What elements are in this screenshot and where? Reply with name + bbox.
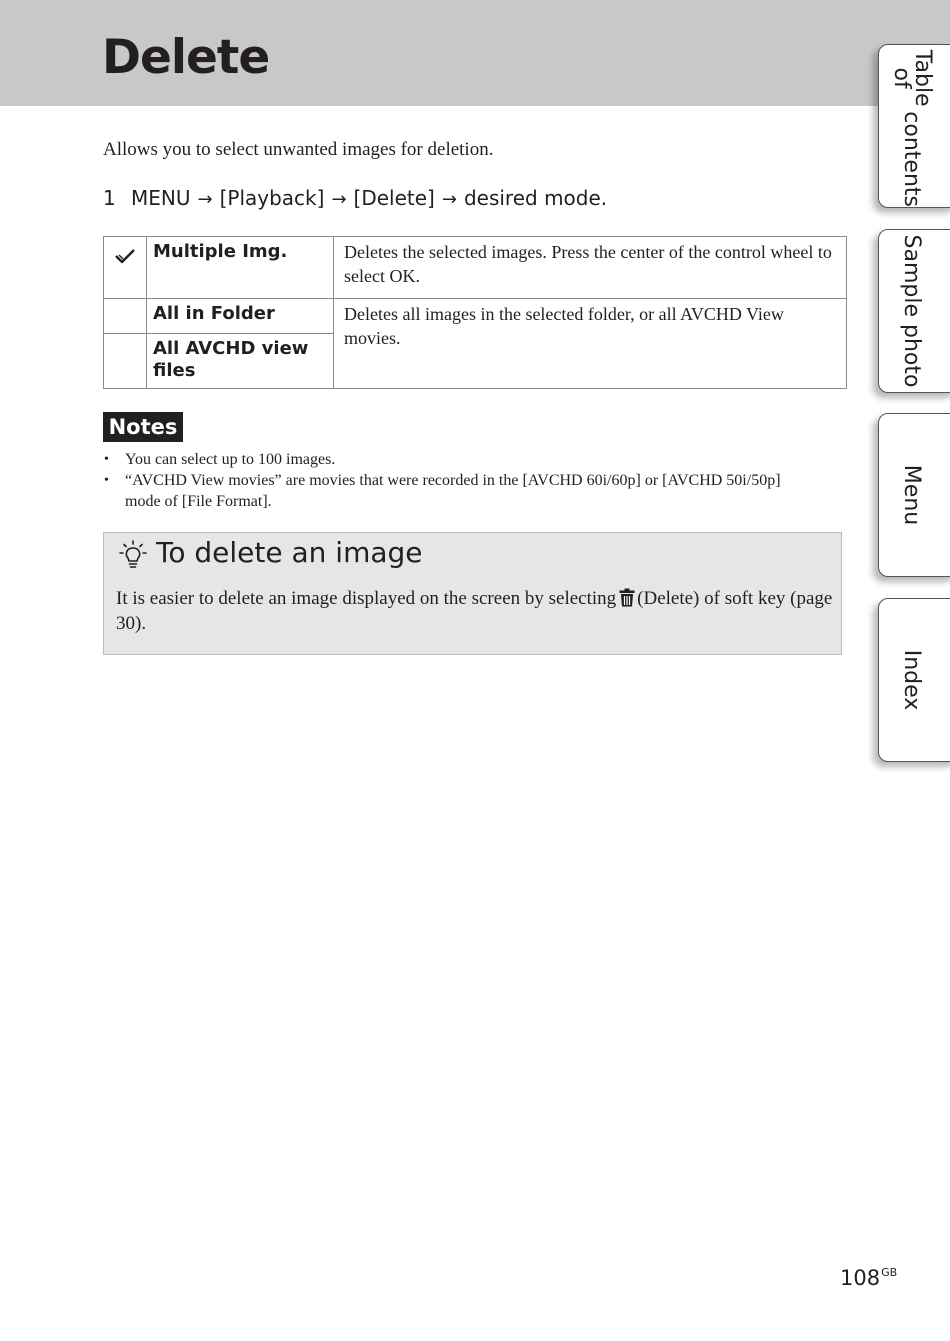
- hint-text-end: (Delete) of soft key (page 30).: [116, 588, 833, 634]
- page-suffix: GB: [881, 1266, 898, 1279]
- page-title: Delete: [102, 30, 270, 85]
- step-menu: MENU: [131, 186, 191, 210]
- step-delete: [Delete]: [353, 186, 435, 210]
- tab-label: Index: [899, 649, 925, 711]
- tab-label: Sample photo: [899, 234, 925, 388]
- trash-icon: [619, 588, 635, 607]
- arrow-icon: →: [197, 189, 213, 210]
- hint-title: To delete an image: [156, 536, 423, 569]
- mode-name: All AVCHD view files: [147, 334, 334, 389]
- tab-index[interactable]: [878, 598, 950, 762]
- icon-cell: [104, 299, 147, 334]
- intro-text: Allows you to select unwanted images for deletion.: [103, 139, 494, 160]
- step-number: 1: [103, 186, 116, 210]
- notes-list: [103, 449, 803, 512]
- arrow-icon: →: [331, 189, 347, 210]
- tab-label: Table of contents: [889, 49, 935, 207]
- tab-sample-photo[interactable]: [878, 229, 950, 393]
- step-playback: [Playback]: [219, 186, 325, 210]
- notes-label: Notes: [103, 412, 183, 442]
- mode-description: Deletes the selected images. Press the center of the control wheel to select OK.: [334, 237, 847, 299]
- hint-box: [103, 532, 842, 655]
- page-number: $108^{GB}$: [840, 1266, 898, 1290]
- tab-table-of-contents[interactable]: [878, 44, 950, 208]
- tab-label: Menu: [899, 464, 925, 526]
- arrow-icon: →: [441, 189, 457, 210]
- tab-menu[interactable]: [878, 413, 950, 577]
- mode-name: All in Folder: [147, 299, 334, 334]
- table-row: [104, 299, 847, 334]
- list-item: • You can select up to 100 images.: [103, 449, 803, 470]
- delete-modes-table: [103, 236, 847, 389]
- check-icon: [114, 247, 136, 265]
- lightbulb-icon: [118, 540, 148, 570]
- icon-cell: [104, 334, 147, 389]
- step-instruction: [103, 186, 607, 210]
- hint-text-start: It is easier to delete an image displayed on the screen by selecting: [116, 588, 617, 609]
- hint-text: [116, 586, 836, 636]
- table-row: [104, 237, 847, 299]
- mode-description: Deletes all images in the selected folder, or all AVCHD View movies.: [334, 299, 847, 389]
- list-item: • “AVCHD View movies” are movies that were recorded in the [AVCHD 60i/60p] or [AVCHD 50i/50p] mode of [File Format].: [103, 470, 803, 512]
- mode-name: Multiple Img.: [147, 237, 334, 299]
- icon-cell: [104, 237, 147, 299]
- step-mode: desired mode.: [463, 186, 608, 210]
